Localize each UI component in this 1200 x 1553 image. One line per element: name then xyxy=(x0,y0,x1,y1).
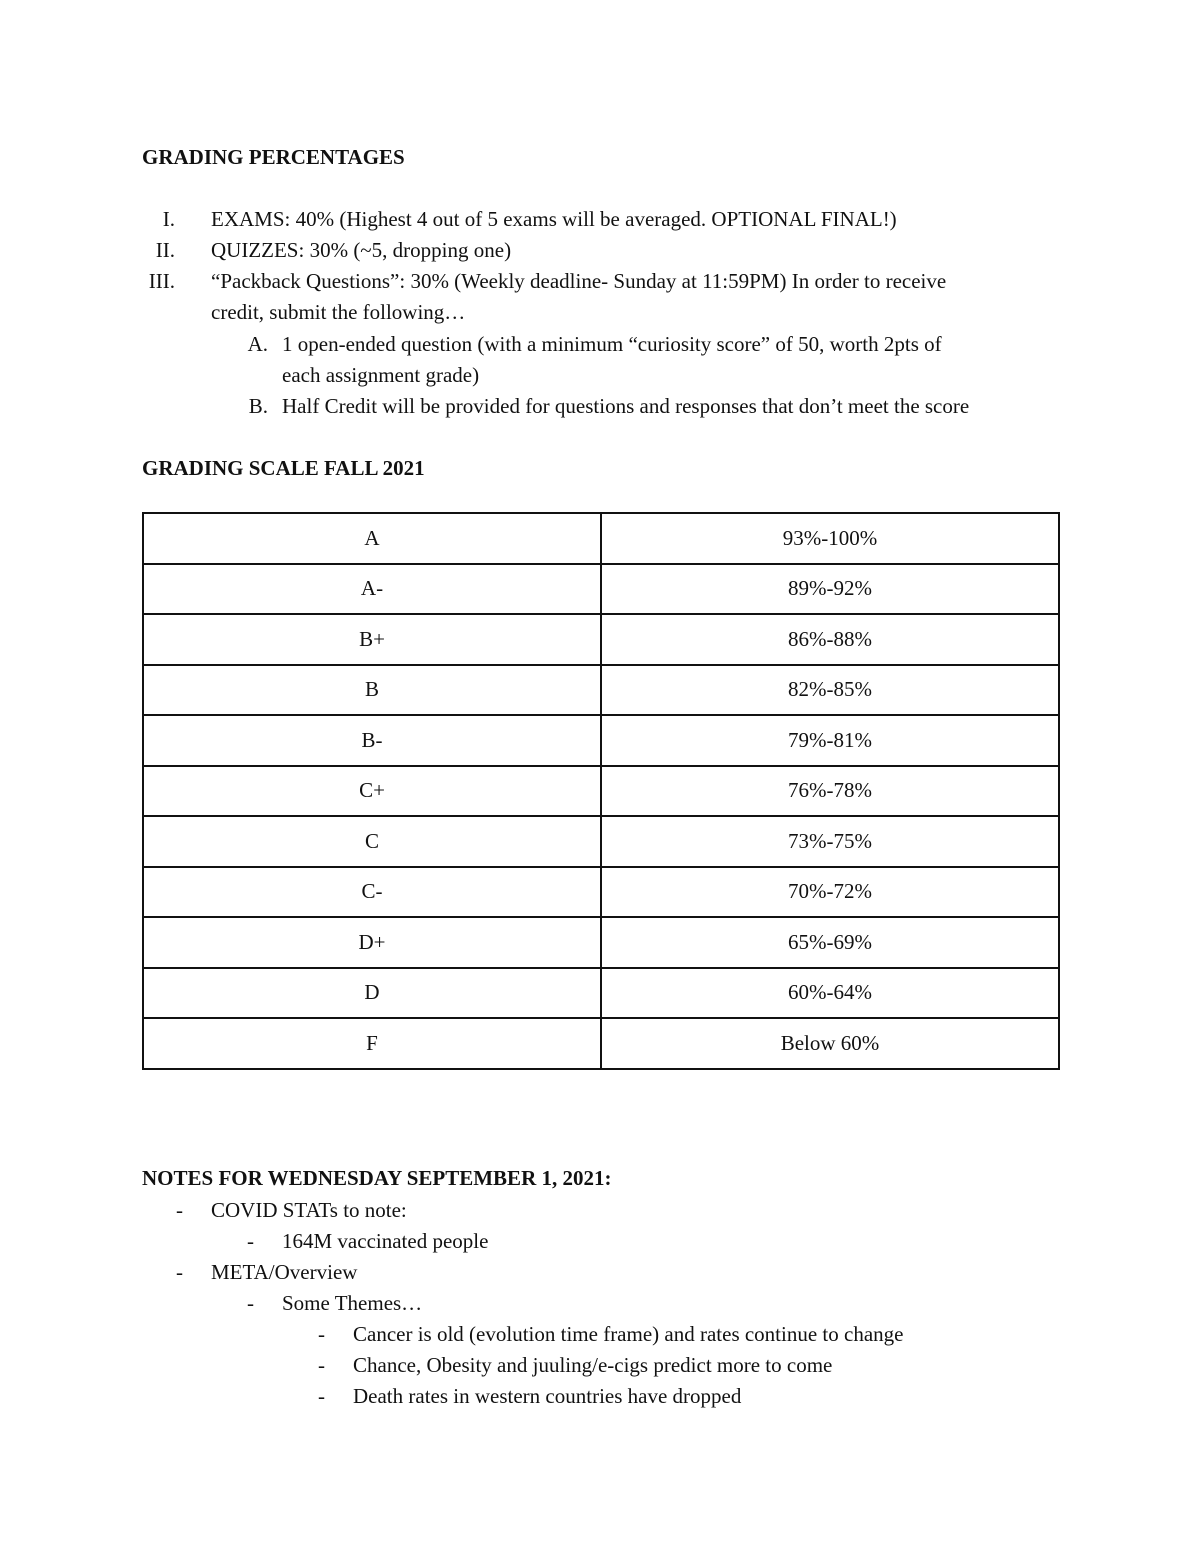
theme-item: Death rates in western countries have dropped xyxy=(353,1384,742,1408)
grade-cell: A- xyxy=(143,564,601,615)
open-ended-item-line2: each assignment grade) xyxy=(282,363,480,387)
table-row xyxy=(143,867,1059,918)
meta-overview-item: META/Overview xyxy=(211,1260,358,1284)
table-row xyxy=(143,665,1059,716)
range-cell: 93%-100% xyxy=(601,513,1059,564)
bullet-dash: - xyxy=(318,1384,325,1408)
range-cell: 73%-75% xyxy=(601,816,1059,867)
grade-cell: C xyxy=(143,816,601,867)
range-cell: 86%-88% xyxy=(601,614,1059,665)
range-cell: 70%-72% xyxy=(601,867,1059,918)
grade-cell: A xyxy=(143,513,601,564)
range-cell: 65%-69% xyxy=(601,917,1059,968)
range-cell: 60%-64% xyxy=(601,968,1059,1019)
bullet-dash: - xyxy=(176,1260,183,1284)
range-cell: Below 60% xyxy=(601,1018,1059,1069)
grade-cell: C+ xyxy=(143,766,601,817)
grading-scale-heading: GRADING SCALE FALL 2021 xyxy=(142,456,425,480)
grading-scale-table xyxy=(142,512,1060,1070)
range-cell: 76%-78% xyxy=(601,766,1059,817)
table-row xyxy=(143,513,1059,564)
bullet-dash: - xyxy=(247,1229,254,1253)
list-marker: B. xyxy=(248,394,268,418)
grade-cell: F xyxy=(143,1018,601,1069)
packback-item-line1: “Packback Questions”: 30% (Weekly deadline- Sunday at 11:59PM) In order to receive xyxy=(211,269,947,293)
covid-stats-item: COVID STATs to note: xyxy=(211,1198,407,1222)
quizzes-item: QUIZZES: 30% (~5, dropping one) xyxy=(211,238,512,262)
table-row xyxy=(143,715,1059,766)
list-marker: I. xyxy=(162,207,175,231)
half-credit-item: Half Credit will be provided for questions and responses that don’t meet the score xyxy=(282,394,970,418)
grade-cell: B+ xyxy=(143,614,601,665)
table-row xyxy=(143,1018,1059,1069)
table-row xyxy=(143,564,1059,615)
theme-item: Chance, Obesity and juuling/e-cigs predict more to come xyxy=(353,1353,833,1377)
table-row xyxy=(143,614,1059,665)
bullet-dash: - xyxy=(318,1353,325,1377)
open-ended-item-line1: 1 open-ended question (with a minimum “curiosity score” of 50, worth 2pts of xyxy=(282,332,942,356)
list-marker: A. xyxy=(247,332,268,356)
bullet-dash: - xyxy=(176,1198,183,1222)
grade-cell: B- xyxy=(143,715,601,766)
bullet-dash: - xyxy=(318,1322,325,1346)
grading-percentages-heading: GRADING PERCENTAGES xyxy=(142,145,405,169)
range-cell: 89%-92% xyxy=(601,564,1059,615)
range-cell: 79%-81% xyxy=(601,715,1059,766)
vaccinated-item: 164M vaccinated people xyxy=(282,1229,489,1253)
list-marker: III. xyxy=(148,269,175,293)
table-row xyxy=(143,968,1059,1019)
grade-cell: D xyxy=(143,968,601,1019)
notes-heading: NOTES FOR WEDNESDAY SEPTEMBER 1, 2021: xyxy=(142,1166,612,1190)
exams-item: EXAMS: 40% (Highest 4 out of 5 exams will be averaged. OPTIONAL FINAL!) xyxy=(211,207,897,231)
bullet-dash: - xyxy=(247,1291,254,1315)
range-cell: 82%-85% xyxy=(601,665,1059,716)
grade-cell: B xyxy=(143,665,601,716)
table-row xyxy=(143,766,1059,817)
table-row xyxy=(143,816,1059,867)
list-marker: II. xyxy=(155,238,175,262)
grade-cell: C- xyxy=(143,867,601,918)
theme-item: Cancer is old (evolution time frame) and rates continue to change xyxy=(353,1322,904,1346)
themes-item: Some Themes… xyxy=(282,1291,423,1315)
table-row xyxy=(143,917,1059,968)
grade-cell: D+ xyxy=(143,917,601,968)
packback-item-line2: credit, submit the following… xyxy=(211,300,466,324)
